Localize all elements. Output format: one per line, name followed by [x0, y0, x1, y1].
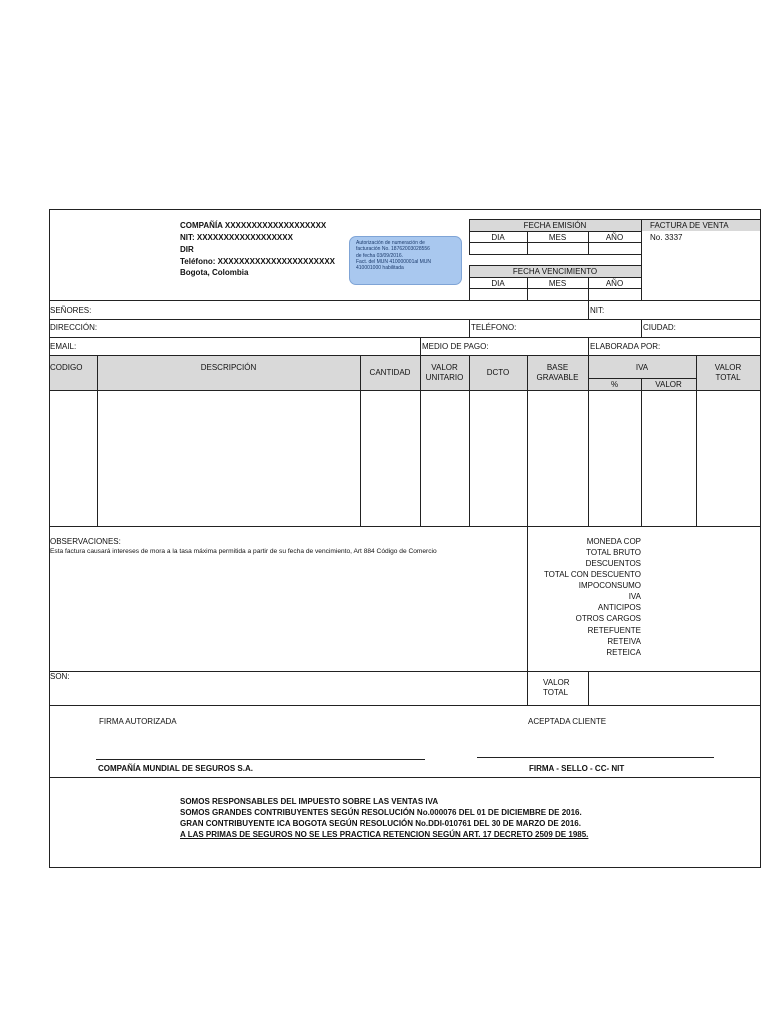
total-iva: IVA: [628, 592, 641, 601]
observaciones-label: OBSERVACIONES:: [50, 537, 121, 546]
col-valor-unitario-2: UNITARIO: [425, 373, 464, 382]
auth-line: Fact. del MUN 410000001al MUN: [356, 258, 432, 265]
total-descuentos: DESCUENTOS: [585, 559, 641, 568]
valor-total-label-2: TOTAL: [543, 688, 569, 697]
aceptada-cliente-label: ACEPTADA CLIENTE: [528, 717, 607, 726]
auth-line: facturación No. 18762003028556: [356, 246, 430, 253]
auth-line: de fecha 03/09/2016.: [356, 252, 403, 259]
email-label: EMAIL:: [50, 342, 77, 351]
col-total-1: VALOR: [714, 363, 742, 372]
footer-line-3: GRAN CONTRIBUYENTE ICA BOGOTA SEGÚN RESOLUCIÓN No.DDI-010761 DEL 30 DE MARZO DE 2016.: [180, 819, 581, 828]
col-iva: IVA: [635, 363, 649, 372]
vencimiento-dia: DIA: [491, 279, 505, 288]
senores-label: SEÑORES:: [50, 306, 92, 315]
emision-title: FECHA EMISIÓN: [523, 221, 587, 230]
col-descripcion: DESCRIPCIÓN: [200, 363, 257, 372]
col-dcto: DCTO: [486, 368, 510, 377]
valor-total-label-1: VALOR: [543, 678, 570, 687]
invoice-title: FACTURA DE VENTA: [650, 221, 729, 230]
total-moneda: MONEDA COP: [586, 537, 641, 546]
company-name: COMPAÑÍA XXXXXXXXXXXXXXXXXXX: [180, 221, 327, 230]
vencimiento-mes: MES: [548, 279, 567, 288]
col-valor-unitario-1: VALOR: [431, 363, 458, 372]
company-nit: NIT: XXXXXXXXXXXXXXXXXX: [180, 233, 293, 242]
authorization-note: [349, 236, 462, 285]
col-iva-valor: VALOR: [655, 380, 682, 389]
total-retefuente: RETEFUENTE: [587, 626, 641, 635]
vencimiento-title: FECHA VENCIMIENTO: [512, 267, 598, 276]
signature-firma-sello: FIRMA - SELLO - CC- NIT: [529, 764, 625, 773]
signature-line-company: [96, 759, 425, 760]
col-base-2: GRAVABLE: [536, 373, 579, 382]
elaborada-label: ELABORADA POR:: [590, 342, 661, 351]
total-con-descuento: TOTAL CON DESCUENTO: [543, 570, 641, 579]
signature-company-name: COMPAÑÍA MUNDIAL DE SEGUROS S.A.: [98, 764, 253, 773]
firma-autorizada-label: FIRMA AUTORIZADA: [99, 717, 177, 726]
signature-line-client: [477, 757, 714, 758]
col-cantidad: CANTIDAD: [369, 368, 411, 377]
vencimiento-ano: AÑO: [605, 279, 624, 288]
footer-line-2: SOMOS GRANDES CONTRIBUYENTES SEGÚN RESOLUCIÓN No.000076 DEL 01 DE DICIEMBRE DE 2016.: [180, 808, 582, 817]
nit-label: NIT:: [590, 306, 605, 315]
ciudad-label: CIUDAD:: [643, 323, 676, 332]
company-telefono: Teléfono: XXXXXXXXXXXXXXXXXXXXXX: [180, 257, 336, 266]
col-total-2: TOTAL: [715, 373, 741, 382]
auth-line: Autorización de numeración de: [356, 240, 425, 246]
total-reteiva: RETEIVA: [607, 637, 641, 646]
emision-ano: AÑO: [605, 233, 624, 242]
emision-mes: MES: [548, 233, 567, 242]
telefono-label: TELÉFONO:: [471, 323, 517, 332]
company-city: Bogota, Colombia: [180, 268, 249, 277]
col-base-1: BASE: [546, 363, 569, 372]
emision-dia: DIA: [491, 233, 505, 242]
son-label: SON:: [50, 672, 70, 681]
observaciones-text: Esta factura causará intereses de mora a la tasa máxima permitida a partir de su fecha de vencimiento, Art 884 Código de Comercio: [50, 548, 437, 555]
footer-line-4: A LAS PRIMAS DE SEGUROS NO SE LES PRACTICA RETENCION SEGÚN ART. 17 DECRETO 2509 DE 1985.: [180, 830, 589, 839]
total-reteica: RETEICA: [606, 648, 641, 657]
total-otros-cargos: OTROS CARGOS: [575, 614, 641, 623]
total-bruto: TOTAL BRUTO: [586, 548, 641, 557]
company-dir: DIR: [180, 245, 194, 254]
invoice-number: No. 3337: [650, 233, 683, 242]
total-impoconsumo: IMPOCONSUMO: [578, 581, 641, 590]
auth-line: 410001000 habilitada: [356, 265, 404, 272]
footer-line-1: SOMOS RESPONSABLES DEL IMPUESTO SOBRE LAS VENTAS IVA: [180, 797, 439, 806]
direccion-label: DIRECCIÓN:: [50, 323, 98, 332]
medio-pago-label: MEDIO DE PAGO:: [422, 342, 489, 351]
col-codigo: CODIGO: [50, 363, 83, 372]
total-anticipos: ANTICIPOS: [597, 603, 641, 612]
col-iva-pct: %: [610, 380, 619, 389]
